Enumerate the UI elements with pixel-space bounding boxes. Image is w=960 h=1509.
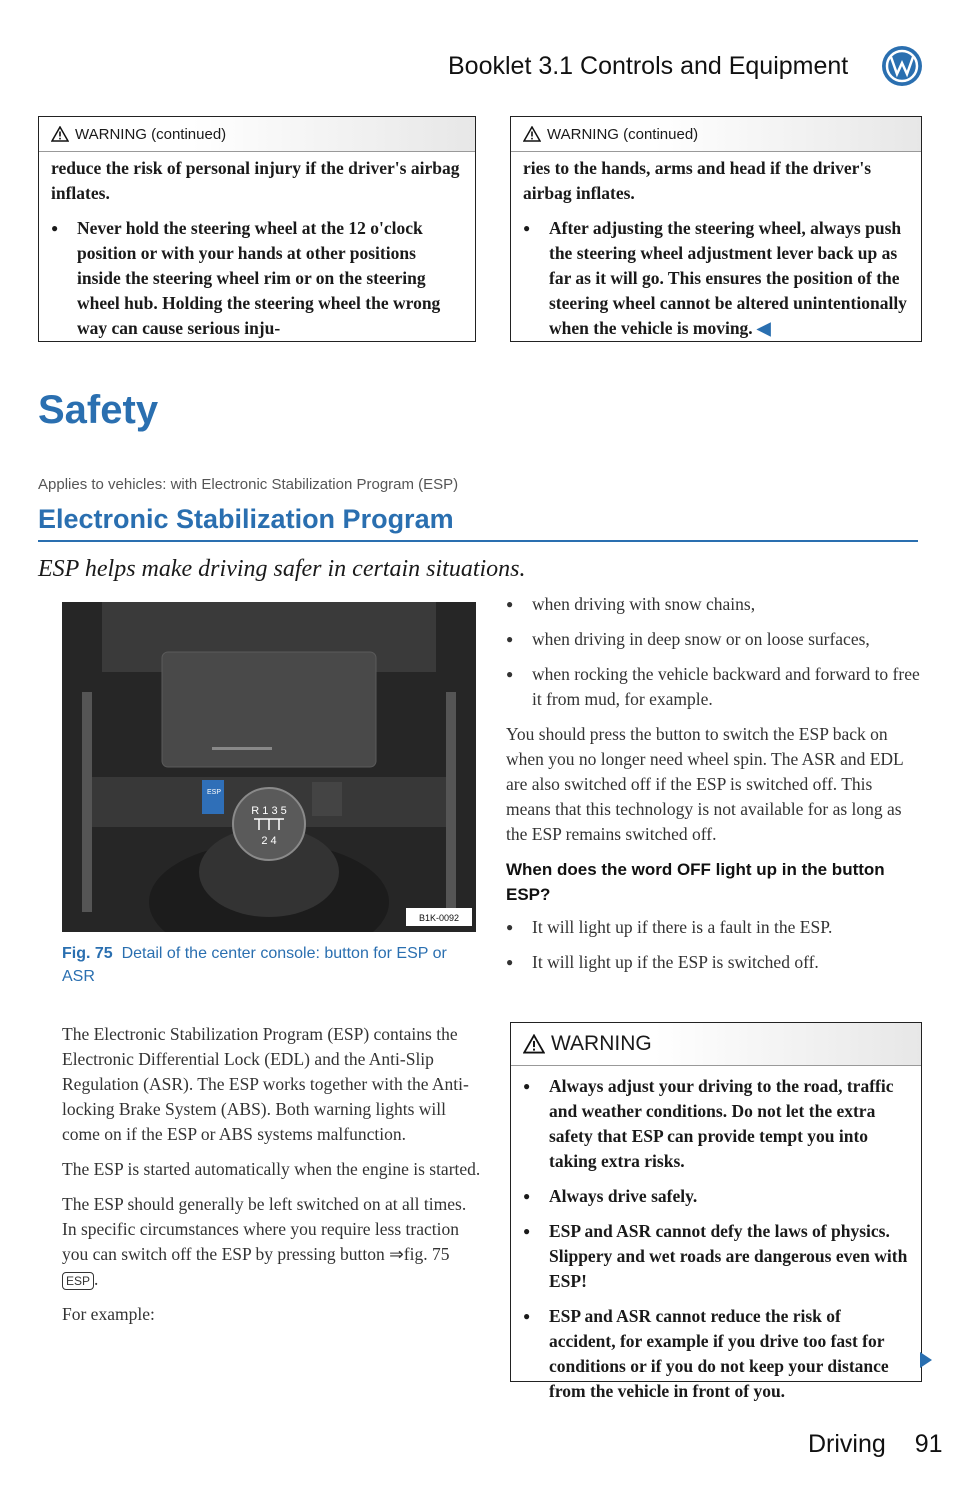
console-illustration [62, 602, 476, 932]
vw-logo-icon [880, 44, 924, 88]
warning-box [510, 1022, 922, 1401]
warning-bullet: ● After adjusting the steering wheel, always push the steering wheel adjustment lever back up as far as it will go. This ensures the position of the steering wheel cannot be altered unintentionally when the vehicle is moving. ◀ [523, 216, 909, 341]
svg-text:B1K-0092: B1K-0092 [418, 913, 460, 923]
center-console-photo [62, 602, 476, 932]
warning-heading: WARNING (continued) [39, 117, 475, 152]
figure-caption: Fig. 75 Detail of the center console: button for ESP or ASR [62, 945, 447, 985]
left-column-text: The Electronic Stabilization Program (ESP) contains the Electronic Differential Lock (EDL) and the Anti-Slip Regulation (ASR). The ESP works together with the Anti-locking Brake System (ABS). Both warning lights will come on if the ESP or ABS systems malfunction. The ESP is started automatically when the engine is started. The ESP should generally be left switched on at all times. In specific circumstances where you require less traction you can switch off the ESP by pressing button ⇒fig. 75 ESP . For example: [62, 1024, 481, 1324]
page-footer [808, 1430, 943, 1459]
esp-button [202, 780, 224, 814]
applies-to-note: Applies to vehicles: with Electronic Stabilization Program (ESP) [38, 476, 459, 493]
section-heading-safety: Safety [38, 388, 159, 432]
esp-button-symbol: ESP [62, 1272, 94, 1290]
page-title: Electronic Stabilization Program [38, 504, 454, 534]
svg-text:ESP: ESP [207, 789, 222, 796]
warning-bullet: ● Never hold the steering wheel at the 12 o'clock position or with your hands at other positions inside the steering wheel rim or on the steering wheel hub. Holding the steering wheel the wrong way can cause serious inju- [51, 216, 463, 341]
warning-bullet: ● Always adjust your driving to the road, traffic and weather conditions. Do not let the extra safety that ESP can provide tempt you into taking extra risks. [523, 1074, 909, 1174]
booklet-header: Booklet 3.1 Controls and Equipment [448, 52, 849, 80]
list-item: ● It will light up if there is a fault in the ESP. [506, 915, 920, 940]
warning-box-continued-left [38, 116, 476, 342]
warning-triangle-icon [523, 1034, 545, 1054]
list-item: ● It will light up if the ESP is switched off. [506, 950, 920, 975]
warning-triangle-icon [51, 126, 69, 142]
warning-bullet: ● Always drive safely. [523, 1184, 909, 1209]
warning-bullet: ● ESP and ASR cannot defy the laws of physics. Slippery and wet roads are dangerous even with ESP! [523, 1219, 909, 1294]
svg-text:2 4: 2 4 [261, 835, 277, 847]
right-column-text: ● when driving with snow chains, ● when driving in deep snow or on loose surfaces, ● when rocking the vehicle backward and forward to free it from mud, for example. You should press the button to switch the ESP back on when you no longer need wheel spin. The ASR and EDL are also switched off if the ESP is switched off. This means that this technology is not available for as long as the ESP remains switched off. When does the word OFF light up in the button ESP? ● It will light up if there is a fault in the ESP. ● It will light up if the ESP is switched off. [506, 592, 920, 985]
figure-reference-link[interactable]: ⇒fig. 75 [389, 1244, 450, 1264]
warning-text: reduce the risk of personal injury if the driver's airbag inflates. [51, 158, 460, 203]
list-item: ● when driving in deep snow or on loose surfaces, [506, 627, 920, 652]
question-heading: When does the word OFF light up in the button ESP? [506, 860, 885, 904]
continue-arrow-icon [920, 1352, 932, 1368]
list-item: ● when driving with snow chains, [506, 592, 920, 617]
warning-box-continued-right [510, 116, 922, 342]
page-number: 91 [914, 1430, 943, 1458]
warning-heading: WARNING (continued) [511, 117, 921, 152]
warning-heading: WARNING [511, 1023, 921, 1066]
warning-triangle-icon [523, 126, 541, 142]
footer-section: Driving [808, 1430, 886, 1458]
list-item: ● when rocking the vehicle backward and forward to free it from mud, for example. [506, 662, 920, 712]
lead-text: ESP helps make driving safer in certain situations. [38, 556, 526, 582]
svg-text:R 1 3 5: R 1 3 5 [251, 805, 287, 817]
warning-text: ries to the hands, arms and head if the driver's airbag inflates. [523, 158, 872, 203]
title-rule [38, 540, 918, 542]
warning-bullet: ● ESP and ASR cannot reduce the risk of accident, for example if you drive too fast for conditions or if you do not keep your distance from the vehicle in front of you. [523, 1304, 909, 1404]
